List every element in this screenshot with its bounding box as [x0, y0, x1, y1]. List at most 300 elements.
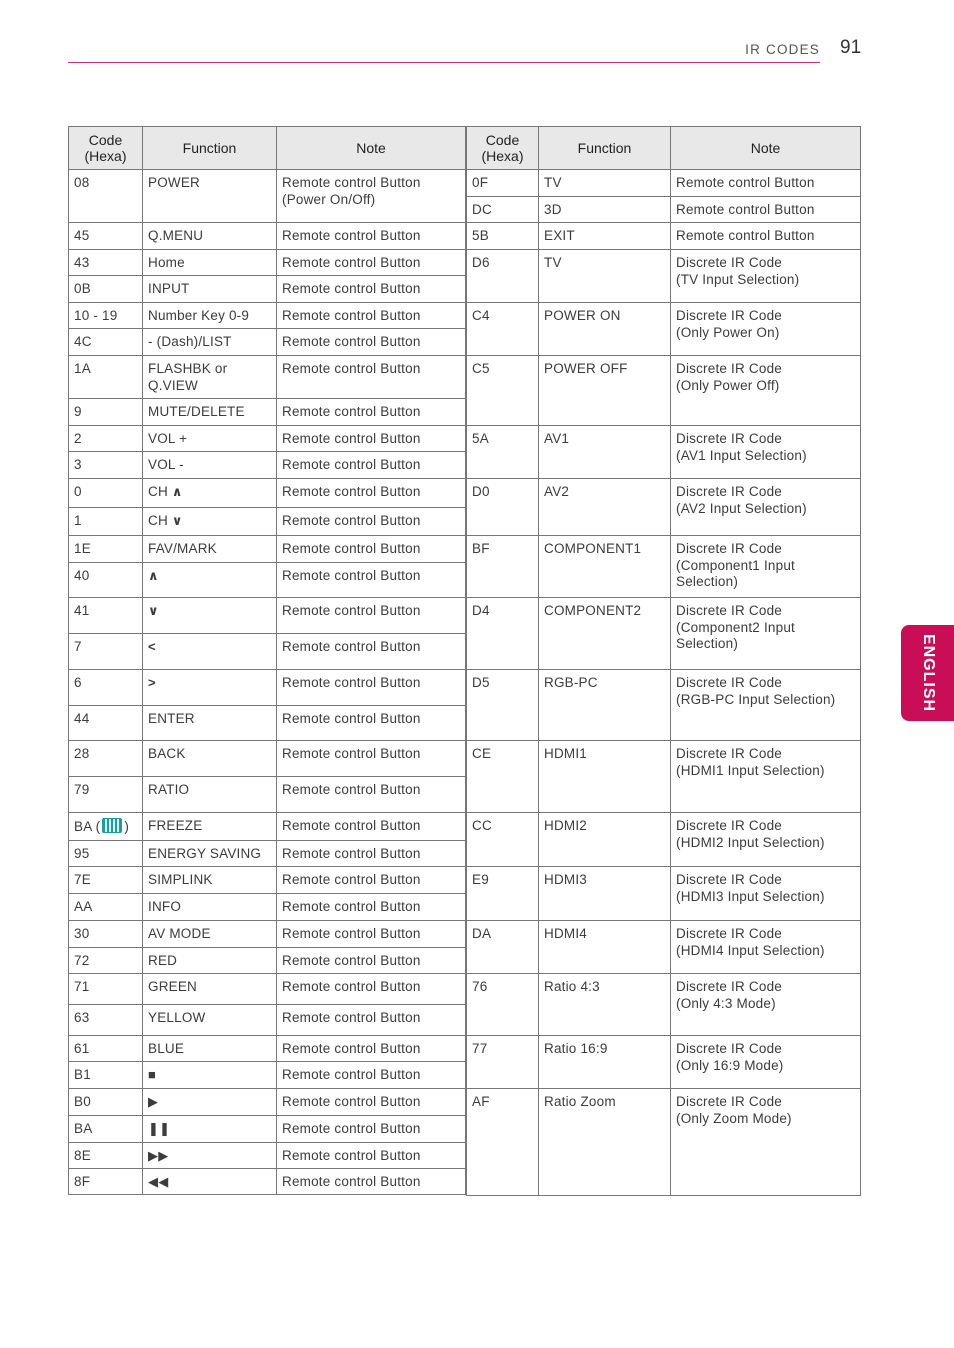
ir-code-table-left [68, 126, 466, 1195]
table-row [467, 536, 861, 598]
note-cell: Remote control Button [277, 1089, 466, 1116]
note-cell: Remote control Button [277, 948, 466, 974]
code-cell [69, 1036, 143, 1062]
note-cell: Remote control Button [671, 197, 861, 223]
code-cell [69, 223, 143, 250]
function-label: BACK [148, 746, 186, 761]
code-cell [467, 1089, 539, 1196]
table-row [69, 170, 466, 223]
button-symbol-icon: ▶ [148, 1094, 159, 1109]
code-value: 79 [74, 782, 90, 797]
code-value: 0B [74, 281, 91, 296]
function-cell [143, 670, 277, 706]
code-value: BA [74, 1121, 93, 1136]
function-label: Ratio 4:3 [544, 979, 600, 994]
code-value: 2 [74, 431, 82, 446]
function-cell [143, 223, 277, 250]
note-cell: Remote control Button [277, 452, 466, 479]
function-cell [143, 598, 277, 634]
code-cell [69, 948, 143, 974]
function-cell [143, 508, 277, 536]
table-row [467, 223, 861, 250]
function-cell [539, 250, 671, 303]
table-row [467, 170, 861, 197]
function-cell [539, 197, 671, 223]
code-value: 4C [74, 334, 92, 349]
function-label: RED [148, 953, 178, 968]
function-label: FLASHBK or Q.VIEW [148, 361, 228, 393]
code-cell [467, 813, 539, 867]
note-cell: Remote control Button [277, 598, 466, 634]
function-label: CH [148, 484, 168, 499]
table-row [69, 813, 466, 841]
function-label: RGB-PC [544, 675, 598, 690]
function-label: GREEN [148, 979, 198, 994]
function-label: EXIT [544, 228, 575, 243]
code-value: BF [472, 541, 490, 556]
note-cell: Discrete IR Code (TV Input Selection) [671, 250, 861, 303]
note-cell: Remote control Button [277, 1005, 466, 1036]
table-row [69, 867, 466, 894]
code-cell [69, 563, 143, 598]
function-cell [143, 563, 277, 598]
note-cell: Discrete IR Code (Only 4:3 Mode) [671, 974, 861, 1036]
note-cell: Remote control Button [277, 356, 466, 399]
code-value: C5 [472, 361, 490, 376]
table-row [467, 197, 861, 223]
code-value: D4 [472, 603, 490, 618]
function-cell [143, 894, 277, 921]
code-cell [69, 1169, 143, 1195]
function-label: CH [148, 513, 168, 528]
function-cell [143, 777, 277, 813]
table-row [69, 303, 466, 329]
function-label: VOL - [148, 457, 184, 472]
code-value: 7 [74, 639, 82, 654]
note-cell: Remote control Button [277, 670, 466, 706]
note-cell: Remote control Button [277, 894, 466, 921]
note-cell: Remote control Button [277, 479, 466, 508]
table-row [467, 670, 861, 741]
table-row [69, 741, 466, 777]
function-cell [143, 1116, 277, 1143]
code-cell [69, 329, 143, 356]
code-value: CE [472, 746, 492, 761]
table-row [69, 250, 466, 276]
code-value: 45 [74, 228, 90, 243]
function-cell [539, 356, 671, 426]
table-row [69, 841, 466, 867]
code-value: 0F [472, 175, 489, 190]
function-cell [539, 1036, 671, 1089]
table-row [467, 867, 861, 921]
code-cell [69, 894, 143, 921]
note-cell: Remote control Button [277, 563, 466, 598]
code-value: 71 [74, 979, 90, 994]
function-label: MUTE/DELETE [148, 404, 245, 419]
table-row [69, 777, 466, 813]
code-value: AA [74, 899, 93, 914]
table-body [69, 170, 466, 1195]
function-label: Ratio 16:9 [544, 1041, 608, 1056]
table-row [69, 1169, 466, 1195]
page-number: 91 [840, 37, 862, 58]
code-value: 61 [74, 1041, 90, 1056]
code-cell [69, 508, 143, 536]
function-label: TV [544, 175, 562, 190]
note-cell: Remote control Button [277, 921, 466, 948]
note-cell: Discrete IR Code (Only Zoom Mode) [671, 1089, 861, 1196]
table-row [69, 508, 466, 536]
note-cell: Discrete IR Code (AV1 Input Selection) [671, 426, 861, 479]
header-rule [68, 62, 820, 63]
code-value: 43 [74, 255, 90, 270]
code-cell [467, 250, 539, 303]
table-row [69, 1116, 466, 1143]
table-row [69, 706, 466, 741]
function-label: FREEZE [148, 818, 203, 833]
function-label: HDMI1 [544, 746, 588, 761]
table-row [69, 452, 466, 479]
function-label: Home [148, 255, 185, 270]
note-cell: Remote control Button [277, 1143, 466, 1169]
code-cell [69, 1062, 143, 1089]
code-suffix: ) [124, 819, 130, 834]
code-value: 8E [74, 1148, 91, 1163]
code-value: 6 [74, 675, 82, 690]
function-cell [539, 536, 671, 598]
button-symbol-icon: ❚❚ [148, 1121, 171, 1136]
function-cell [539, 974, 671, 1036]
code-cell [69, 813, 143, 841]
table-row [69, 563, 466, 598]
function-cell [143, 536, 277, 563]
code-value: D5 [472, 675, 490, 690]
code-value: 63 [74, 1010, 90, 1025]
function-cell [143, 706, 277, 741]
function-cell [143, 921, 277, 948]
code-cell [467, 426, 539, 479]
function-label: AV1 [544, 431, 570, 446]
code-cell [467, 356, 539, 426]
code-cell [467, 867, 539, 921]
note-cell: Discrete IR Code (RGB-PC Input Selection) [671, 670, 861, 741]
function-cell [539, 670, 671, 741]
function-cell [143, 452, 277, 479]
code-cell [69, 741, 143, 777]
code-cell [467, 598, 539, 670]
table-header-row [69, 127, 466, 170]
function-cell [143, 867, 277, 894]
code-value: D0 [472, 484, 490, 499]
function-label: AV2 [544, 484, 570, 499]
note-cell: Remote control Button [277, 867, 466, 894]
function-cell [143, 1089, 277, 1116]
function-label: 3D [544, 202, 562, 217]
code-value: 1 [74, 513, 82, 528]
code-value: CC [472, 818, 492, 833]
function-cell [143, 948, 277, 974]
function-label: Number Key 0-9 [148, 308, 250, 323]
function-label: HDMI4 [544, 926, 588, 941]
function-cell [143, 634, 277, 670]
note-cell: Remote control Button [277, 536, 466, 563]
table-row [69, 948, 466, 974]
function-label: POWER ON [544, 308, 621, 323]
function-cell [539, 598, 671, 670]
code-value: C4 [472, 308, 490, 323]
code-cell [69, 1089, 143, 1116]
note-cell: Discrete IR Code (Component2 Input Selection) [671, 598, 861, 670]
note-cell: Discrete IR Code (HDMI1 Input Selection) [671, 741, 861, 813]
function-cell [143, 1036, 277, 1062]
function-cell [143, 1169, 277, 1195]
code-cell [69, 1005, 143, 1036]
code-cell [69, 598, 143, 634]
table-row [69, 670, 466, 706]
code-value: 30 [74, 926, 90, 941]
function-cell [143, 741, 277, 777]
code-value: 8F [74, 1174, 91, 1189]
code-value: 44 [74, 711, 90, 726]
code-value: 40 [74, 568, 90, 583]
code-cell [69, 1116, 143, 1143]
code-cell [467, 479, 539, 536]
code-cell [69, 1143, 143, 1169]
table-row [69, 1143, 466, 1169]
code-value: 1A [74, 361, 91, 376]
note-cell: Discrete IR Code (Only Power Off) [671, 356, 861, 426]
note-cell: Remote control Button [671, 223, 861, 250]
code-value: B0 [74, 1094, 91, 1109]
section-title: IR CODES [745, 42, 820, 57]
function-cell [143, 170, 277, 223]
code-cell [69, 452, 143, 479]
code-value: DC [472, 202, 492, 217]
button-symbol-icon: ▶▶ [148, 1148, 169, 1163]
note-cell: Remote control Button [277, 741, 466, 777]
code-value: 72 [74, 953, 90, 968]
function-cell [143, 356, 277, 399]
function-cell [143, 1143, 277, 1169]
tv-screen-icon [102, 818, 122, 833]
button-symbol-icon: ∧ [148, 568, 159, 583]
ir-code-table-right [466, 126, 861, 1196]
button-symbol-icon: < [148, 639, 156, 654]
code-value: E9 [472, 872, 489, 887]
code-cell [69, 276, 143, 303]
table-row [69, 894, 466, 921]
table-body [467, 170, 861, 1196]
table-row [69, 426, 466, 452]
language-tab [901, 625, 954, 721]
function-cell [539, 303, 671, 356]
code-value: AF [472, 1094, 490, 1109]
header-function: Function [143, 127, 277, 170]
code-value: 5A [472, 431, 489, 446]
table-row [467, 813, 861, 867]
note-cell: Remote control Button [277, 223, 466, 250]
note-cell: Discrete IR Code (Component1 Input Selection) [671, 536, 861, 598]
table-row [69, 399, 466, 426]
table-row [69, 921, 466, 948]
note-cell: Remote control Button [277, 1062, 466, 1089]
code-value: 5B [472, 228, 489, 243]
function-label: Ratio Zoom [544, 1094, 616, 1109]
code-cell [69, 706, 143, 741]
function-label: RATIO [148, 782, 190, 797]
code-cell [69, 974, 143, 1005]
function-cell [143, 974, 277, 1005]
button-symbol-icon: ◀◀ [148, 1174, 169, 1189]
code-cell [69, 634, 143, 670]
table-row [467, 356, 861, 426]
function-label: VOL + [148, 431, 188, 446]
code-value: DA [472, 926, 492, 941]
function-cell [143, 329, 277, 356]
function-label: COMPONENT1 [544, 541, 642, 556]
table-row [467, 303, 861, 356]
language-tab-label: ENGLISH [919, 633, 937, 713]
code-cell [69, 921, 143, 948]
note-cell: Remote control Button [277, 399, 466, 426]
table-row [69, 974, 466, 1005]
note-cell: Remote control Button [277, 1116, 466, 1143]
function-label: FAV/MARK [148, 541, 217, 556]
code-cell [467, 974, 539, 1036]
code-cell [69, 670, 143, 706]
code-value: 3 [74, 457, 82, 472]
header-note: Note [277, 127, 466, 170]
code-cell [467, 197, 539, 223]
note-cell: Remote control Button [277, 276, 466, 303]
code-value: 7E [74, 872, 91, 887]
note-cell: Remote control Button [277, 1036, 466, 1062]
code-value: 41 [74, 603, 90, 618]
code-value: 77 [472, 1041, 488, 1056]
function-cell [539, 921, 671, 974]
note-cell: Remote control Button [277, 974, 466, 1005]
table-header-row [467, 127, 861, 170]
note-cell: Discrete IR Code (HDMI2 Input Selection) [671, 813, 861, 867]
table-row [69, 479, 466, 508]
function-label: POWER [148, 175, 201, 190]
note-cell: Remote control Button [671, 170, 861, 197]
code-cell [69, 399, 143, 426]
function-label: YELLOW [148, 1010, 206, 1025]
code-cell [467, 921, 539, 974]
button-symbol-icon: ∧ [171, 484, 183, 499]
code-cell [467, 303, 539, 356]
table-row [69, 329, 466, 356]
code-value: 1E [74, 541, 91, 556]
code-value: 9 [74, 404, 82, 419]
function-label: Q.MENU [148, 228, 204, 243]
code-value: D6 [472, 255, 490, 270]
function-label: POWER OFF [544, 361, 628, 376]
table-row [69, 1062, 466, 1089]
function-cell [539, 741, 671, 813]
function-cell [143, 841, 277, 867]
function-cell [539, 813, 671, 867]
code-cell [69, 867, 143, 894]
function-label: - (Dash)/LIST [148, 334, 232, 349]
note-cell: Remote control Button (Power On/Off) [277, 170, 466, 223]
code-value: B1 [74, 1067, 91, 1082]
table-row [467, 250, 861, 303]
code-cell [69, 170, 143, 223]
code-value: 28 [74, 746, 90, 761]
function-cell [143, 303, 277, 329]
table-row [467, 1089, 861, 1196]
note-cell: Remote control Button [277, 706, 466, 741]
note-cell: Remote control Button [277, 303, 466, 329]
table-row [69, 1005, 466, 1036]
function-label: AV MODE [148, 926, 211, 941]
function-cell [143, 399, 277, 426]
button-symbol-icon: ∨ [148, 603, 159, 618]
code-cell [467, 170, 539, 197]
button-symbol-icon: ■ [148, 1067, 157, 1082]
function-cell [539, 1089, 671, 1196]
header-note: Note [671, 127, 861, 170]
note-cell: Remote control Button [277, 813, 466, 841]
function-label: ENTER [148, 711, 195, 726]
table-row [467, 741, 861, 813]
note-cell: Remote control Button [277, 777, 466, 813]
function-cell [539, 170, 671, 197]
function-cell [143, 479, 277, 508]
function-label: HDMI3 [544, 872, 588, 887]
code-cell [467, 1036, 539, 1089]
table-row [467, 426, 861, 479]
code-cell [69, 426, 143, 452]
header-code: Code (Hexa) [69, 127, 143, 170]
table-row [467, 479, 861, 536]
table-row [69, 1036, 466, 1062]
function-label: COMPONENT2 [544, 603, 642, 618]
note-cell: Remote control Button [277, 841, 466, 867]
code-cell [69, 303, 143, 329]
note-cell: Discrete IR Code (Only Power On) [671, 303, 861, 356]
code-value: 95 [74, 846, 90, 861]
code-value: 0 [74, 484, 82, 499]
note-cell: Discrete IR Code (AV2 Input Selection) [671, 479, 861, 536]
function-label: INFO [148, 899, 182, 914]
function-cell [143, 1062, 277, 1089]
function-cell [143, 250, 277, 276]
button-symbol-icon: > [148, 675, 156, 690]
table-row [69, 223, 466, 250]
code-cell [69, 356, 143, 399]
code-cell [69, 777, 143, 813]
note-cell: Remote control Button [277, 426, 466, 452]
note-cell: Discrete IR Code (Only 16:9 Mode) [671, 1036, 861, 1089]
code-cell [69, 479, 143, 508]
function-label: ENERGY SAVING [148, 846, 262, 861]
function-label: TV [544, 255, 562, 270]
function-label: SIMPLINK [148, 872, 213, 887]
code-value: 10 - 19 [74, 308, 118, 323]
note-cell: Remote control Button [277, 634, 466, 670]
note-cell: Remote control Button [277, 508, 466, 536]
code-cell [69, 841, 143, 867]
code-cell [467, 670, 539, 741]
code-cell [69, 250, 143, 276]
note-cell: Remote control Button [277, 1169, 466, 1195]
table-row [69, 536, 466, 563]
table-row [467, 974, 861, 1036]
